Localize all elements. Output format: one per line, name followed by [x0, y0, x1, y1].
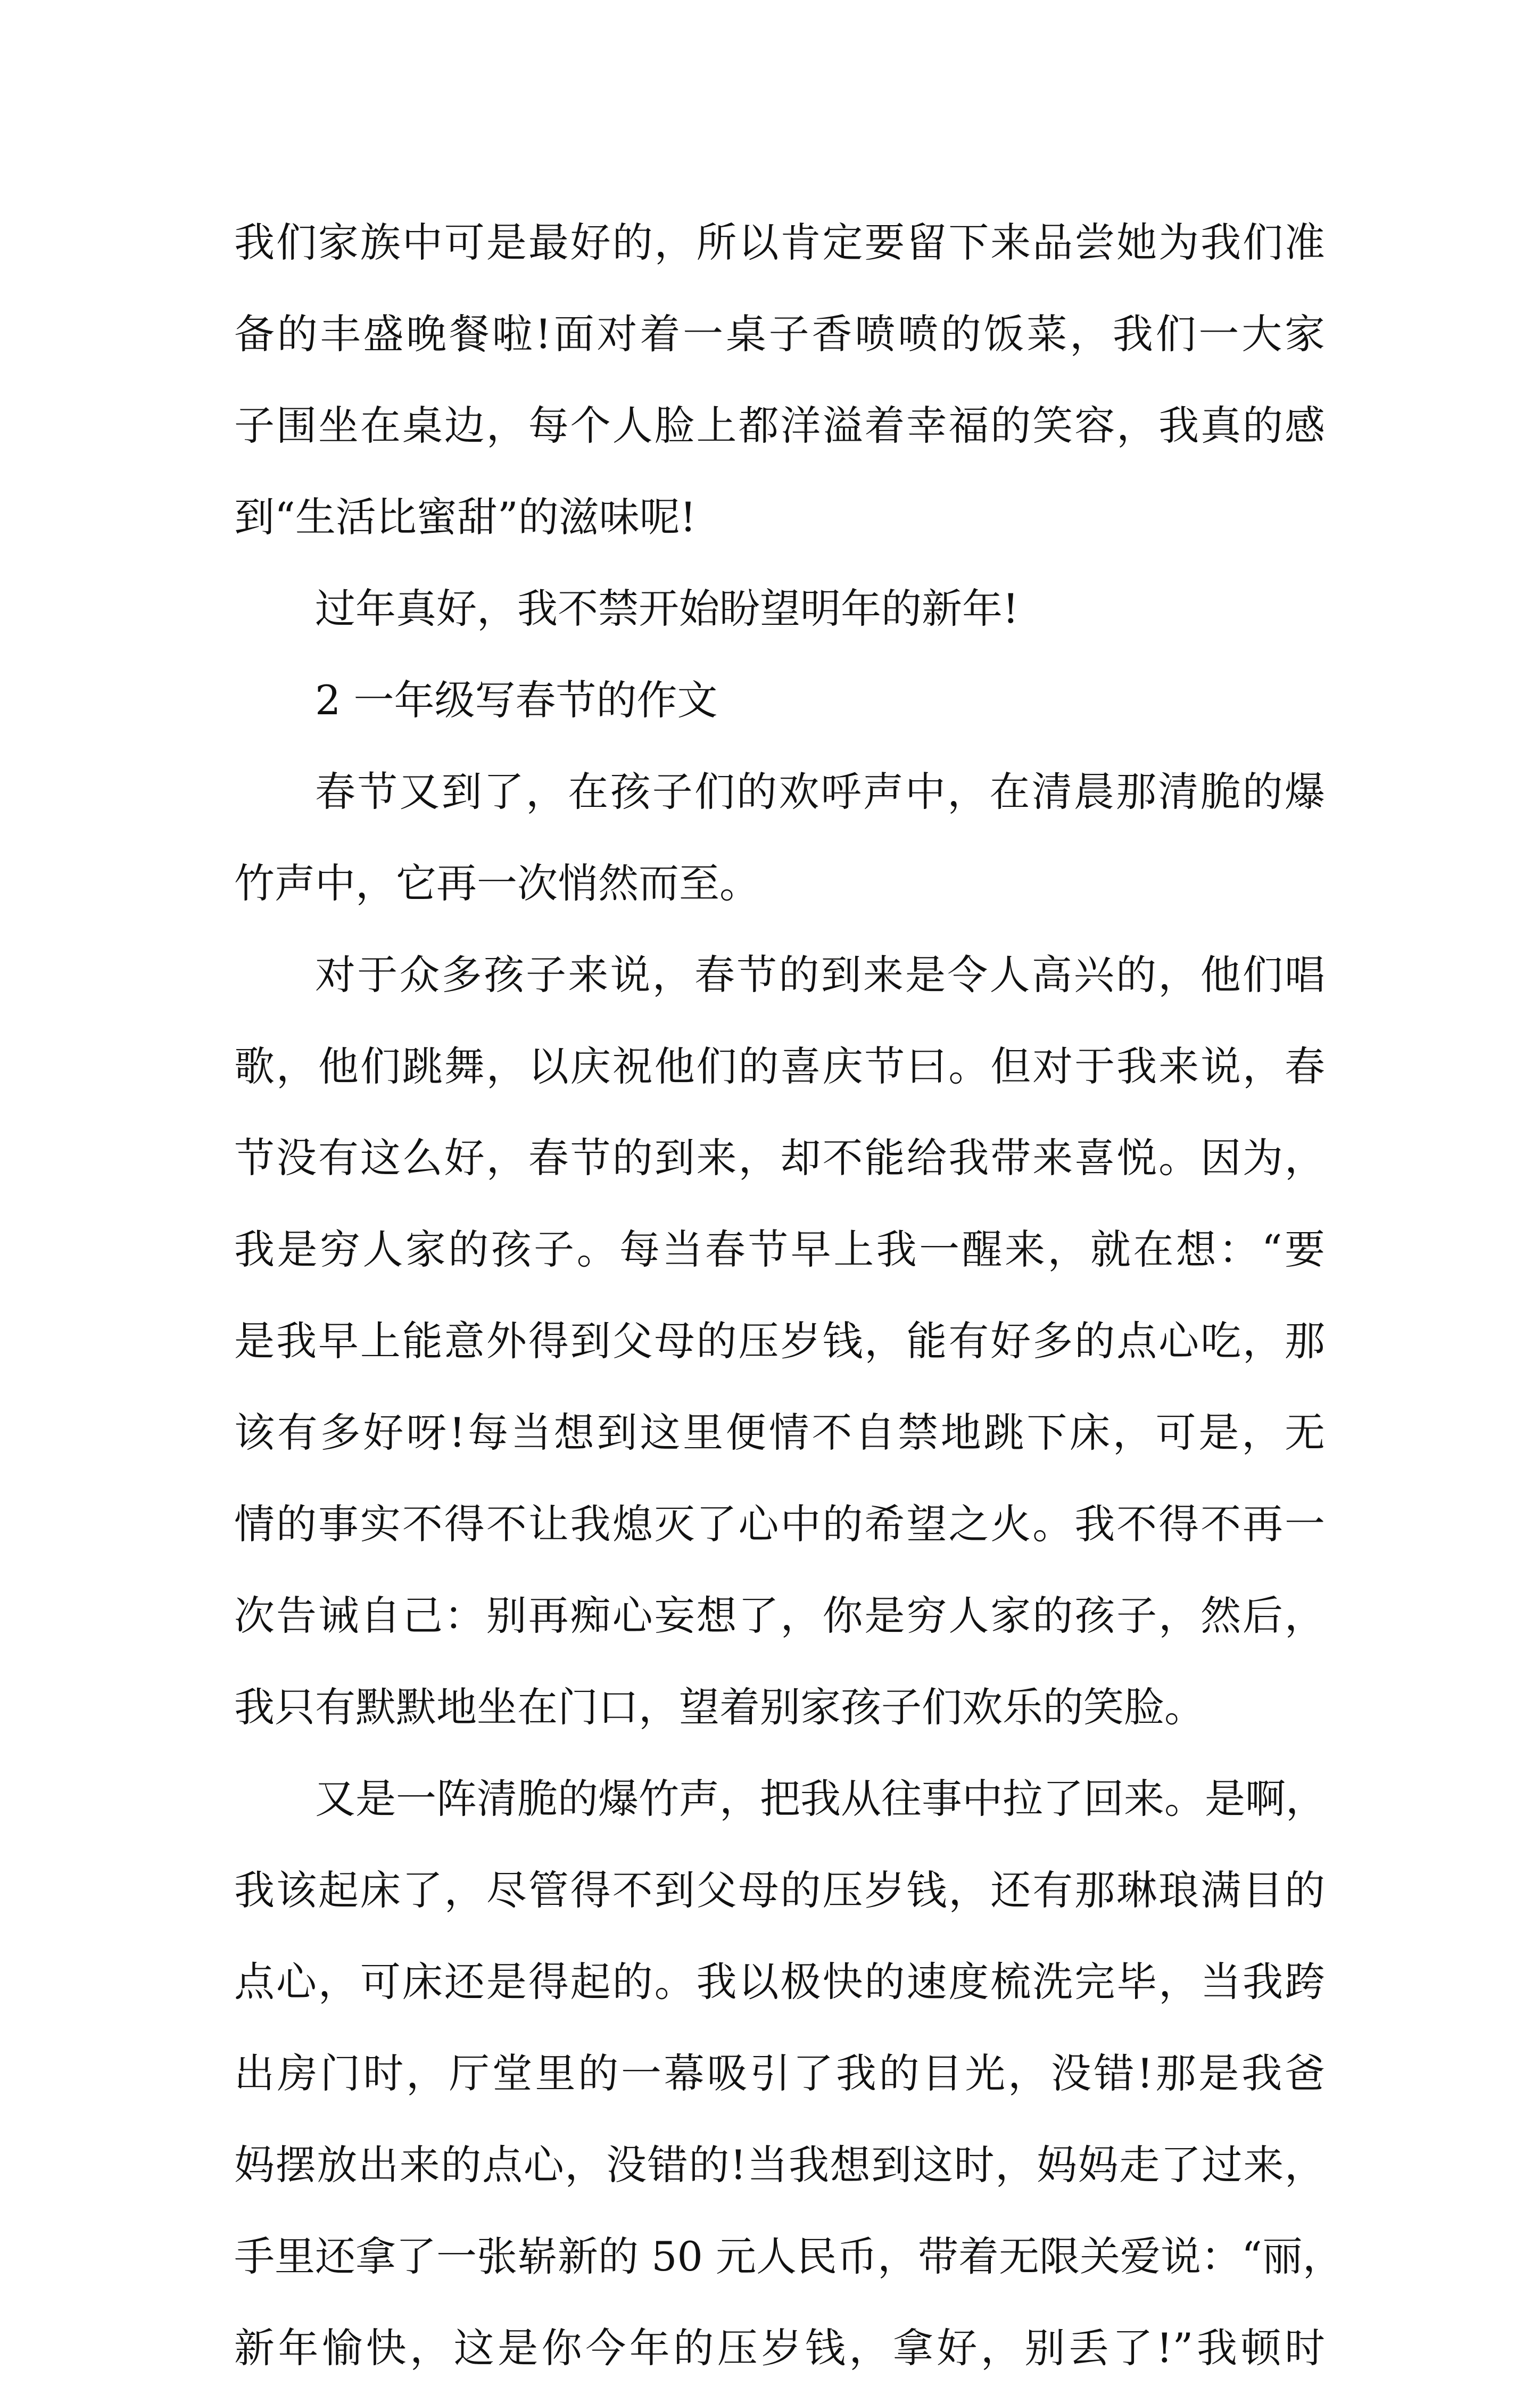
text-line: 该有多好呀!每当想到这里便情不自禁地跳下床，可是，无: [234, 1409, 1325, 1456]
text-line: 又是一阵清脆的爆竹声，把我从往事中拉了回来。是啊，: [315, 1775, 1326, 1822]
text-line: 春节又到了，在孩子们的欢呼声中，在清晨那清脆的爆: [315, 768, 1325, 815]
text-line: 竹声中，它再一次悄然而至。: [234, 860, 760, 907]
essay-text-block: [234, 197, 1343, 2394]
text-line: 次告诫自己：别再痴心妄想了，你是穷人家的孩子，然后，: [234, 1592, 1325, 1639]
text-line: 出房门时，厅堂里的一幕吸引了我的目光，没错!那是我爸: [234, 2050, 1325, 2097]
text-line: 节没有这么好，春节的到来，却不能给我带来喜悦。因为，: [234, 1134, 1325, 1182]
text-line: 妈摆放出来的点心，没错的!当我想到这时，妈妈走了过来，: [234, 2141, 1325, 2189]
text-line: 手里还拿了一张崭新的 50 元人民币，带着无限关爱说：“丽，: [234, 2233, 1343, 2280]
text-line: 点心，可床还是得起的。我以极快的速度梳洗完毕，当我跨: [234, 1958, 1325, 2005]
text-line: 对于众多孩子来说，春节的到来是令人高兴的，他们唱: [315, 951, 1325, 998]
text-line: 备的丰盛晚餐啦!面对着一桌子香喷喷的饭菜，我们一大家: [234, 310, 1325, 358]
text-line: 情的事实不得不让我熄灭了心中的希望之火。我不得不再一: [234, 1500, 1325, 1548]
text-line: 我只有默默地坐在门口，望着别家孩子们欢乐的笑脸。: [234, 1683, 1205, 1731]
text-line: 到“生活比蜜甜”的滋味呢!: [234, 493, 697, 541]
text-line: 新年愉快，这是你今年的压岁钱，拿好，别丢了!”我顿时: [234, 2324, 1325, 2372]
text-line: 我该起床了，尽管得不到父母的压岁钱，还有那琳琅满目的: [234, 1867, 1325, 1914]
text-line: 子围坐在桌边，每个人脸上都洋溢着幸福的笑容，我真的感: [234, 402, 1325, 449]
text-line: 我是穷人家的孩子。每当春节早上我一醒来，就在想：“要: [234, 1226, 1325, 1273]
section-heading: 2 一年级写春节的作文: [315, 676, 718, 724]
text-line: 是我早上能意外得到父母的压岁钱，能有好多的点心吃，那: [234, 1317, 1325, 1365]
text-line: 歌，他们跳舞，以庆祝他们的喜庆节曰。但对于我来说，春: [234, 1043, 1325, 1090]
text-line: 过年真好，我不禁开始盼望明年的新年!: [315, 585, 1019, 632]
text-line: 我们家族中可是最好的，所以肯定要留下来品尝她为我们准: [234, 219, 1325, 266]
